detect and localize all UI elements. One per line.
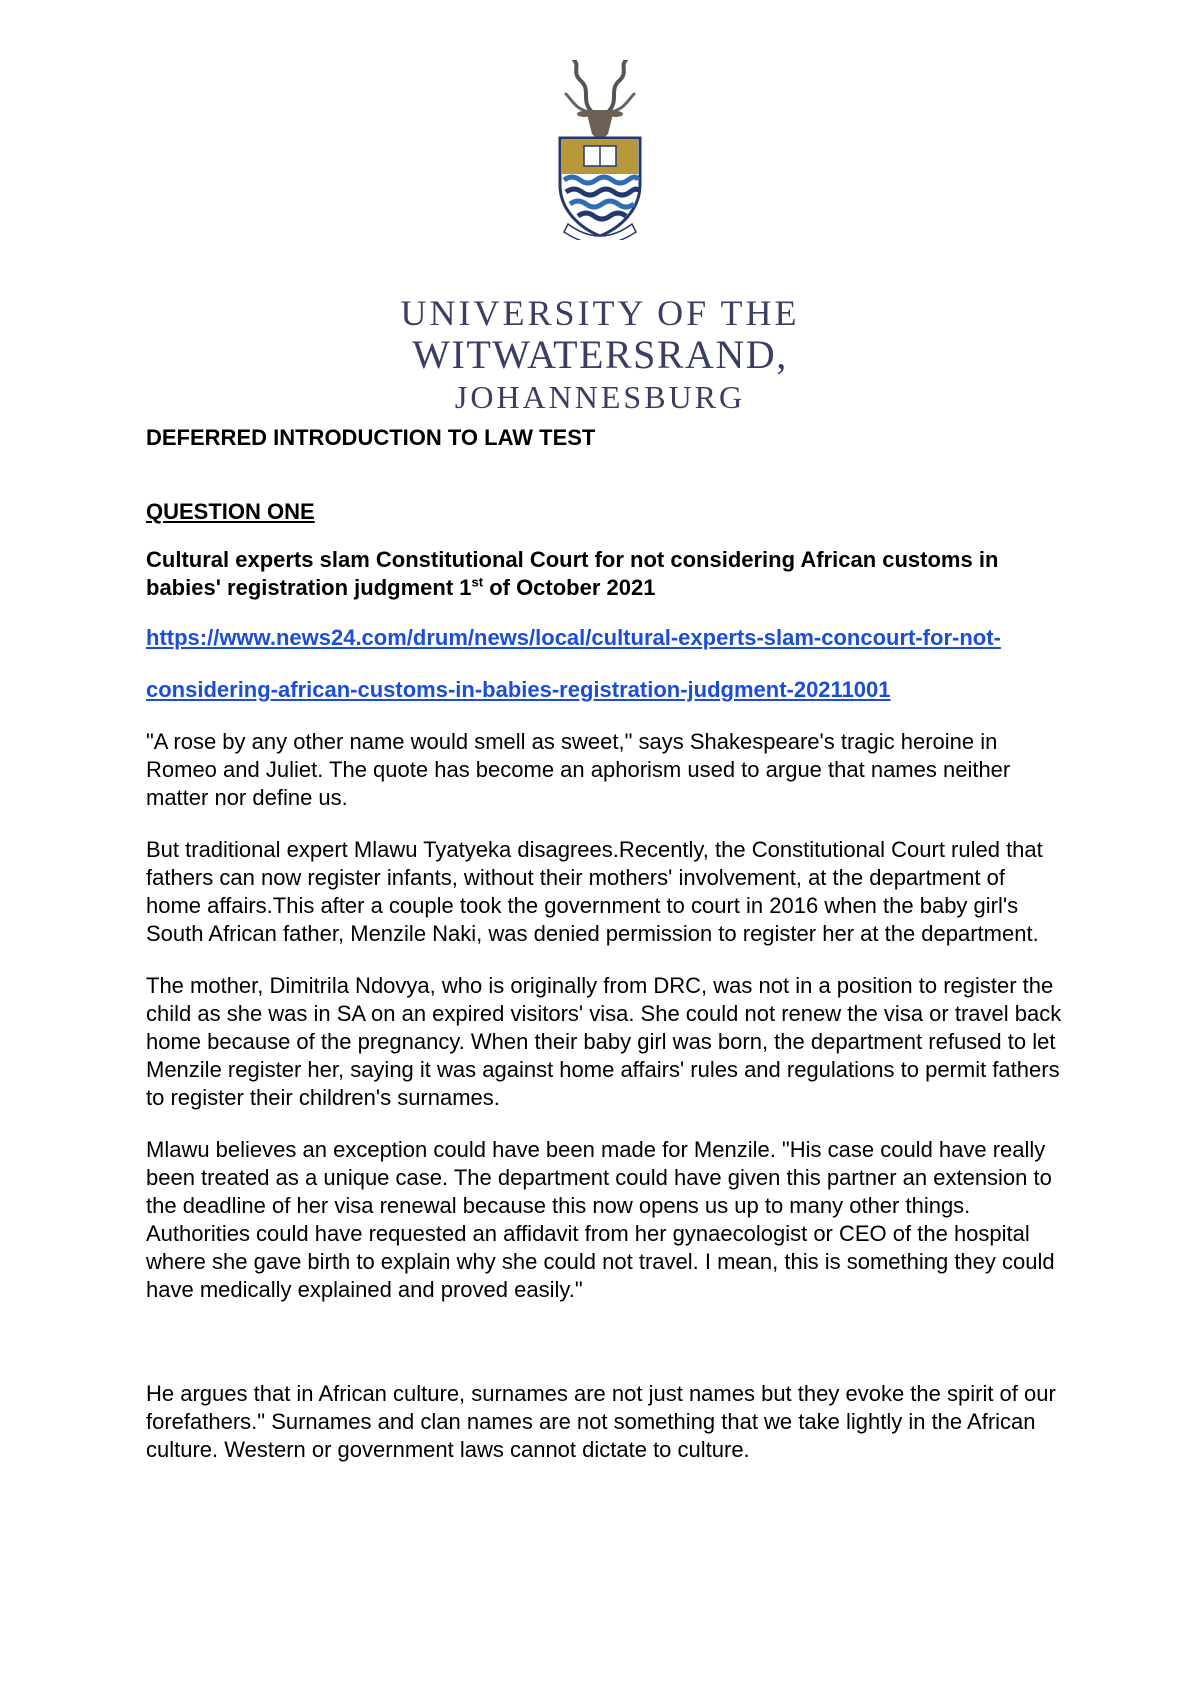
article-link-line-2[interactable]: considering-african-customs-in-babies-registration-judgment-20211001 xyxy=(146,677,891,702)
article-title-main: Cultural experts slam Constitutional Court for not considering African customs in babies' registration judgment 1 xyxy=(146,547,999,600)
test-title: DEFERRED INTRODUCTION TO LAW TEST xyxy=(146,425,596,450)
university-name-line-2: WITWATERSRAND, xyxy=(412,332,788,377)
university-logo xyxy=(0,60,1200,413)
university-name-line-3: JOHANNESBURG xyxy=(454,379,746,415)
paragraph-2: But traditional expert Mlawu Tyatyeka disagrees.Recently, the Constitutional Court ruled that fathers can now register infants, without their mothers' involvement, at the department of home affairs.This after a couple took the government to court in 2016 when the baby girl's South African father, Menzile Naki, was denied permission to register her at the department. xyxy=(146,837,1043,946)
paragraph-5: He argues that in African culture, surnames are not just names but they evoke the spirit of our forefathers." Surnames and clan names are not something that we take lightly in the African culture. Western or government laws cannot dictate to culture. xyxy=(146,1381,1056,1462)
paragraph-1: "A rose by any other name would smell as sweet," says Shakespeare's tragic heroine in Romeo and Juliet. The quote has become an aphorism used to argue that names neither matter nor define us. xyxy=(146,729,1011,810)
paragraph-4: Mlawu believes an exception could have been made for Menzile. "His case could have really been treated as a unique case. The department could have given this partner an extension to the deadline of her visa renewal because this now opens us up to many other things. Authorities could have requested an affidavit from her gynaecologist or CEO of the hospital where she gave birth to explain why she could not travel. I mean, this is something they could have medically explained and proved easily." xyxy=(146,1137,1055,1302)
article-title-date: of October 2021 xyxy=(483,575,656,600)
paragraph-3: The mother, Dimitrila Ndovya, who is originally from DRC, was not in a position to register the child as she was in SA on an expired visitors' visa. She could not renew the visa or travel back home because of the pregnancy. When their baby girl was born, the department refused to let Menzile register her, saying it was against home affairs' rules and regulations to permit fathers to register their children's surnames. xyxy=(146,973,1062,1110)
article-link-line-1[interactable]: https://www.news24.com/drum/news/local/cultural-experts-slam-concourt-for-not- xyxy=(146,625,1001,650)
article-title xyxy=(146,546,1066,602)
university-name-line-1: UNIVERSITY OF THE xyxy=(400,293,800,333)
document-body xyxy=(146,424,1066,1464)
university-crest-icon xyxy=(480,60,720,240)
article-title-superscript: st xyxy=(471,574,484,590)
question-title: QUESTION ONE xyxy=(146,499,315,524)
